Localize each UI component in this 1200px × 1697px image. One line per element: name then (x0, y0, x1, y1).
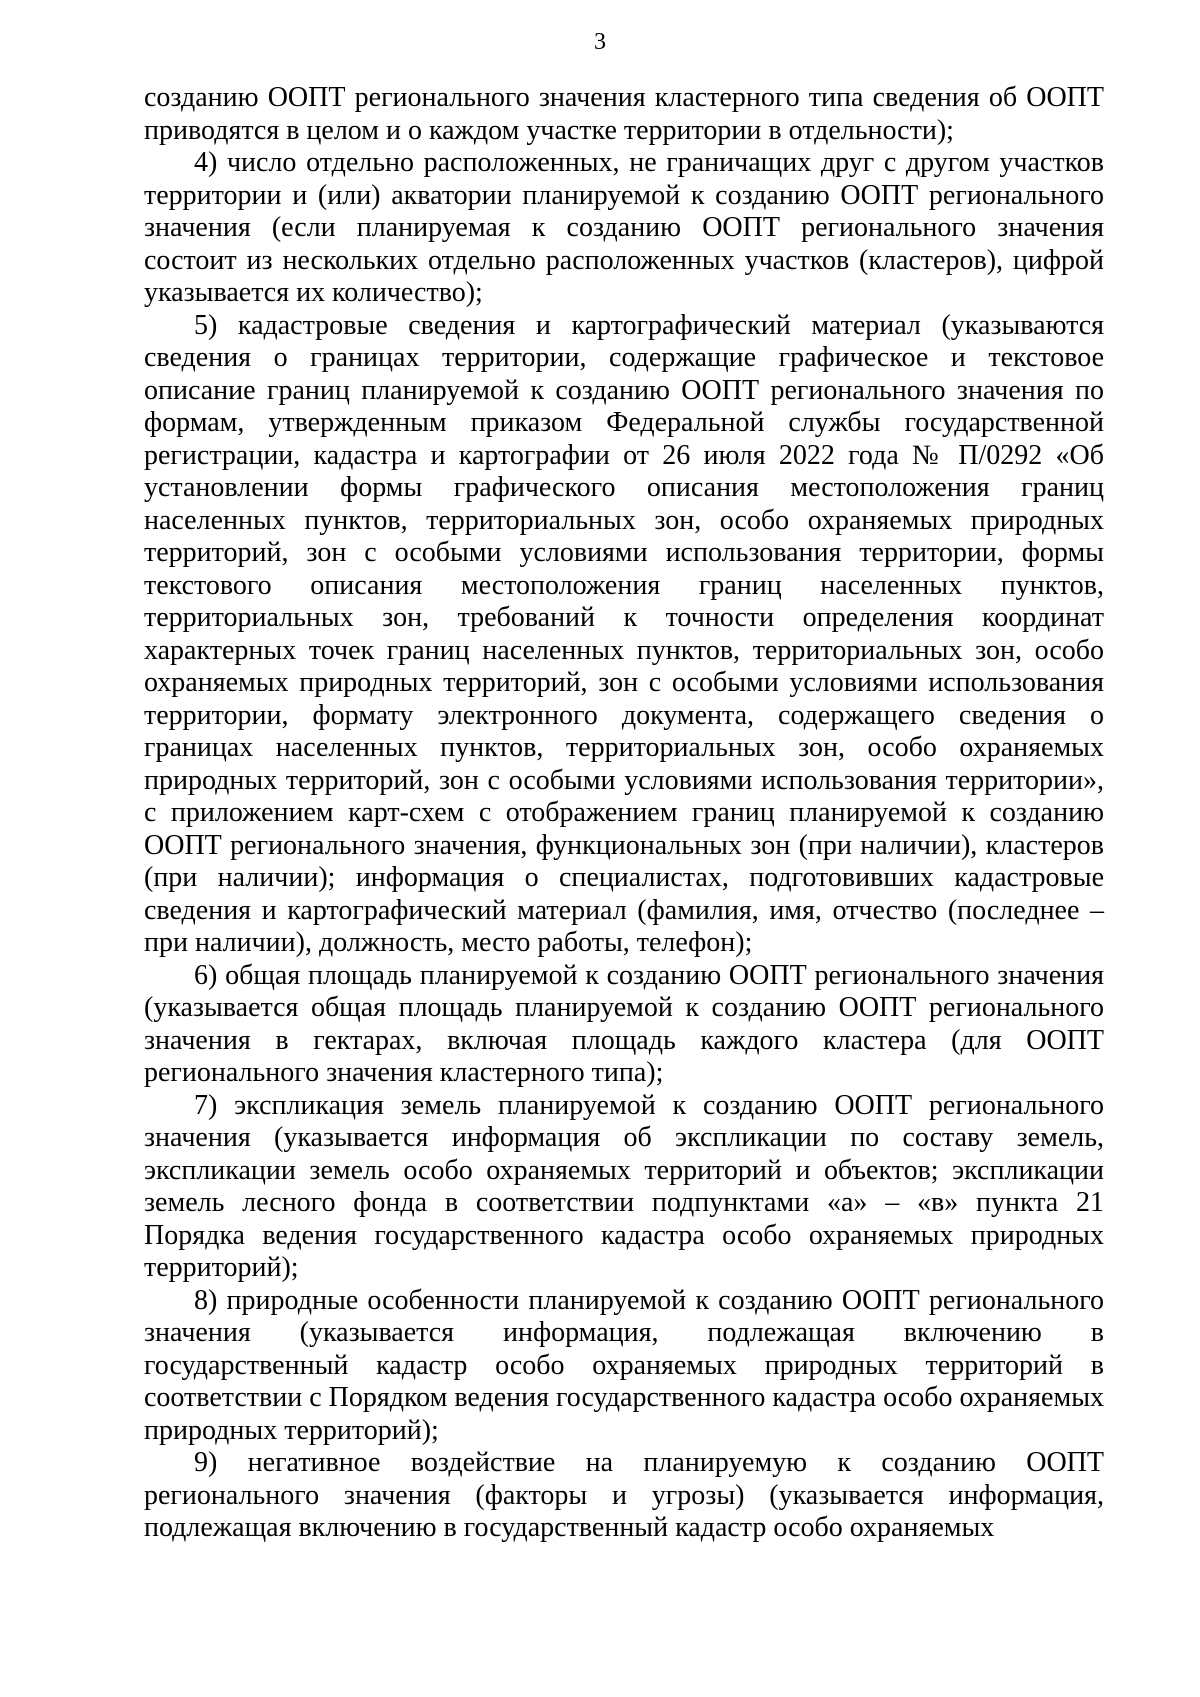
paragraph-item-4: 4) число отдельно расположенных, не граничащих друг с другом участков территории и (или) акватории планируемой к созданию ООПТ регионального значения (если планируемая к созданию ООПТ регионального значения состоит из нескольких отдельно расположенных участков (кластеров), цифрой указывается их количество); (144, 147, 1104, 308)
paragraph-item-8: 8) природные особенности планируемой к созданию ООПТ регионального значения (указывается информация, подлежащая включению в государственный кадастр особо охраняемых природных территорий в соответствии с Порядком ведения государственного кадастра особо охраняемых природных территорий); (144, 1284, 1104, 1446)
paragraph-item-5: 5) кадастровые сведения и картографический материал (указываются сведения о границах территории, содержащие графическое и текстовое описание границ планируемой к созданию ООПТ регионального значения по формам, утвержденным приказом Федеральной службы государственной регистрации, кадастра и картографии от 26 июля 2022 года № П/0292 «Об установлении формы графического описания местоположения границ населенных пунктов, территориальных зон, особо охраняемых природных территорий, зон с особыми условиями использования территории, формы текстового описания местоположения границ населенных пунктов, территориальных зон, требований к точности определения координат характерных точек границ населенных пунктов, территориальных зон, особо охраняемых природных территорий, зон с особыми условиями использования территории, формату электронного документа, содержащего сведения о границах населенных пунктов, территориальных зон, особо охраняемых природных территорий, зон с особыми условиями использования территории», с приложением карт-схем с отображением границ планируемой к созданию ООПТ регионального значения, функциональных зон (при наличии), кластеров (при наличии); информация о специалистах, подготовивших кадастровые сведения и картографический материал (фамилия, имя, отчество (последнее – при наличии), должность, место работы, телефон); (144, 309, 1104, 958)
paragraph-item-7: 7) экспликация земель планируемой к созданию ООПТ регионального значения (указывается информация об экспликации по составу земель, экспликации земель особо охраняемых территорий и объектов; экспликации земель лесного фонда в соответствии подпунктами «а» – «в» пункта 21 Порядка ведения государственного кадастра особо охраняемых природных территорий); (144, 1089, 1104, 1283)
page-number: 3 (594, 29, 606, 55)
paragraph-item-6: 6) общая площадь планируемой к созданию ООПТ регионального значения (указывается общая площадь планируемой к созданию ООПТ регионального значения в гектарах, включая площадь каждого кластера (для ООПТ регионального значения кластерного типа); (144, 959, 1104, 1088)
document-body (144, 82, 1104, 1545)
paragraph-item-9: 9) негативное воздействие на планируемую к созданию ООПТ регионального значения (факторы и угрозы) (указывается информация, подлежащая включению в государственный кадастр особо охраняемых (144, 1447, 1104, 1543)
paragraph-continuation: созданию ООПТ регионального значения кластерного типа сведения об ООПТ приводятся в целом и о каждом участке территории в отдельности); (144, 82, 1104, 146)
